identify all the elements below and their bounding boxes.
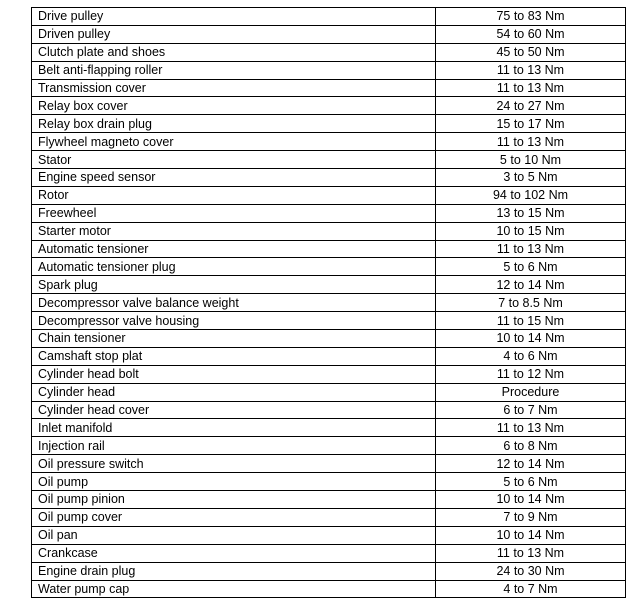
part-name-cell: Belt anti-flapping roller — [32, 61, 436, 79]
table-row — [32, 97, 626, 115]
table-row — [32, 312, 626, 330]
part-name-cell: Automatic tensioner — [32, 240, 436, 258]
torque-value-cell: 5 to 6 Nm — [436, 258, 626, 276]
table-row — [32, 455, 626, 473]
part-name-cell: Drive pulley — [32, 8, 436, 26]
table-row — [32, 151, 626, 169]
part-name-cell: Rotor — [32, 186, 436, 204]
torque-value-cell: 10 to 15 Nm — [436, 222, 626, 240]
table-row — [32, 294, 626, 312]
table-row — [32, 437, 626, 455]
torque-value-cell: 11 to 13 Nm — [436, 419, 626, 437]
part-name-cell: Relay box cover — [32, 97, 436, 115]
torque-value-cell: 45 to 50 Nm — [436, 43, 626, 61]
part-name-cell: Inlet manifold — [32, 419, 436, 437]
torque-value-cell: Procedure — [436, 383, 626, 401]
table-row — [32, 25, 626, 43]
torque-value-cell: 12 to 14 Nm — [436, 276, 626, 294]
table-row — [32, 544, 626, 562]
torque-value-cell: 5 to 6 Nm — [436, 473, 626, 491]
part-name-cell: Stator — [32, 151, 436, 169]
torque-value-cell: 24 to 30 Nm — [436, 562, 626, 580]
torque-value-cell: 11 to 13 Nm — [436, 79, 626, 97]
table-row — [32, 419, 626, 437]
table-row — [32, 580, 626, 598]
table-row — [32, 186, 626, 204]
table-row — [32, 8, 626, 26]
part-name-cell: Decompressor valve housing — [32, 312, 436, 330]
torque-value-cell: 54 to 60 Nm — [436, 25, 626, 43]
part-name-cell: Automatic tensioner plug — [32, 258, 436, 276]
torque-value-cell: 4 to 6 Nm — [436, 347, 626, 365]
part-name-cell: Transmission cover — [32, 79, 436, 97]
table-row — [32, 258, 626, 276]
table-row — [32, 347, 626, 365]
torque-value-cell: 10 to 14 Nm — [436, 526, 626, 544]
table-row — [32, 365, 626, 383]
part-name-cell: Cylinder head bolt — [32, 365, 436, 383]
part-name-cell: Crankcase — [32, 544, 436, 562]
table-row — [32, 61, 626, 79]
part-name-cell: Engine drain plug — [32, 562, 436, 580]
part-name-cell: Starter motor — [32, 222, 436, 240]
table-row — [32, 562, 626, 580]
torque-value-cell: 13 to 15 Nm — [436, 204, 626, 222]
torque-value-cell: 10 to 14 Nm — [436, 491, 626, 509]
table-row — [32, 401, 626, 419]
table-row — [32, 276, 626, 294]
torque-value-cell: 6 to 8 Nm — [436, 437, 626, 455]
part-name-cell: Cylinder head cover — [32, 401, 436, 419]
table-row — [32, 383, 626, 401]
part-name-cell: Relay box drain plug — [32, 115, 436, 133]
part-name-cell: Water pump cap — [32, 580, 436, 598]
part-name-cell: Oil pump — [32, 473, 436, 491]
torque-value-cell: 75 to 83 Nm — [436, 8, 626, 26]
part-name-cell: Oil pressure switch — [32, 455, 436, 473]
torque-value-cell: 7 to 9 Nm — [436, 508, 626, 526]
torque-value-cell: 15 to 17 Nm — [436, 115, 626, 133]
part-name-cell: Injection rail — [32, 437, 436, 455]
torque-value-cell: 7 to 8.5 Nm — [436, 294, 626, 312]
table-row — [32, 169, 626, 187]
torque-value-cell: 11 to 13 Nm — [436, 61, 626, 79]
part-name-cell: Freewheel — [32, 204, 436, 222]
table-row — [32, 204, 626, 222]
torque-value-cell: 6 to 7 Nm — [436, 401, 626, 419]
torque-value-cell: 10 to 14 Nm — [436, 330, 626, 348]
table-row — [32, 240, 626, 258]
part-name-cell: Cylinder head — [32, 383, 436, 401]
torque-value-cell: 11 to 12 Nm — [436, 365, 626, 383]
part-name-cell: Chain tensioner — [32, 330, 436, 348]
torque-value-cell: 11 to 15 Nm — [436, 312, 626, 330]
part-name-cell: Oil pump pinion — [32, 491, 436, 509]
torque-value-cell: 12 to 14 Nm — [436, 455, 626, 473]
table-row — [32, 133, 626, 151]
part-name-cell: Engine speed sensor — [32, 169, 436, 187]
table-row — [32, 222, 626, 240]
part-name-cell: Spark plug — [32, 276, 436, 294]
part-name-cell: Oil pump cover — [32, 508, 436, 526]
torque-value-cell: 3 to 5 Nm — [436, 169, 626, 187]
table-row — [32, 491, 626, 509]
part-name-cell: Flywheel magneto cover — [32, 133, 436, 151]
torque-value-cell: 11 to 13 Nm — [436, 240, 626, 258]
part-name-cell: Decompressor valve balance weight — [32, 294, 436, 312]
torque-value-cell: 5 to 10 Nm — [436, 151, 626, 169]
part-name-cell: Driven pulley — [32, 25, 436, 43]
torque-spec-table — [31, 7, 626, 598]
torque-value-cell: 11 to 13 Nm — [436, 133, 626, 151]
part-name-cell: Camshaft stop plat — [32, 347, 436, 365]
torque-value-cell: 94 to 102 Nm — [436, 186, 626, 204]
part-name-cell: Oil pan — [32, 526, 436, 544]
table-row — [32, 43, 626, 61]
part-name-cell: Clutch plate and shoes — [32, 43, 436, 61]
table-row — [32, 526, 626, 544]
table-row — [32, 115, 626, 133]
table-row — [32, 330, 626, 348]
table-row — [32, 508, 626, 526]
torque-value-cell: 11 to 13 Nm — [436, 544, 626, 562]
table-row — [32, 473, 626, 491]
torque-table-body — [32, 8, 626, 598]
table-row — [32, 79, 626, 97]
torque-value-cell: 4 to 7 Nm — [436, 580, 626, 598]
torque-value-cell: 24 to 27 Nm — [436, 97, 626, 115]
